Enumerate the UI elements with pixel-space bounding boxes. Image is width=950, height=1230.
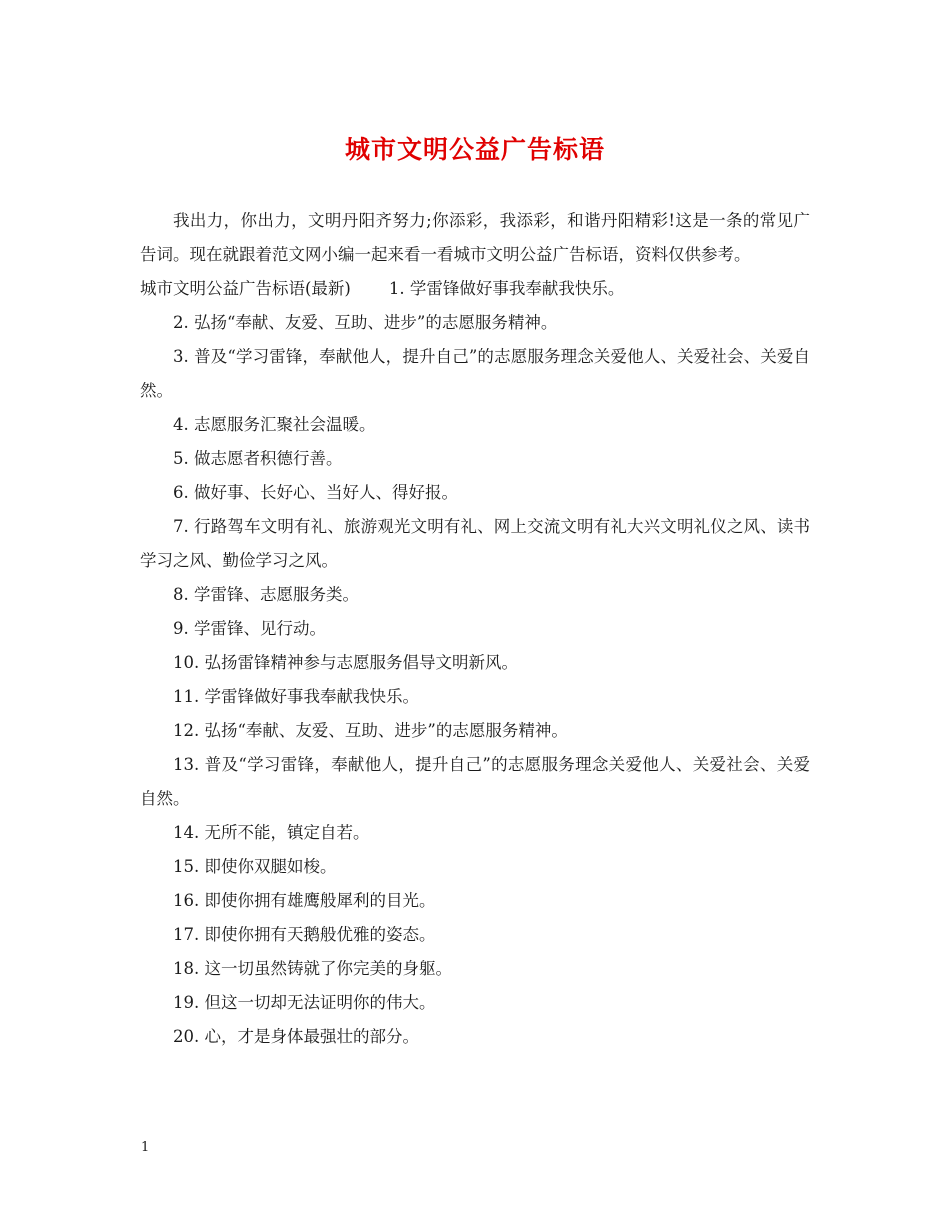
document-title: 城市文明公益广告标语: [344, 135, 605, 164]
list-item: 6. 做好事、长好心、当好人、得好报。: [173, 483, 458, 502]
document-body: [140, 204, 810, 1054]
list-item: 11. 学雷锋做好事我奉献我快乐。: [173, 687, 419, 706]
list-item: 9. 学雷锋、见行动。: [173, 619, 326, 638]
list-item: 10. 弘扬雷锋精神参与志愿服务倡导文明新风。: [173, 653, 518, 672]
page-number: 1: [141, 1140, 150, 1155]
list-item: 18. 这一切虽然铸就了你完美的身躯。: [173, 959, 452, 978]
list-item: 5. 做志愿者积德行善。: [173, 449, 343, 468]
list-item: 13. 普及“学习雷锋，奉献他人，提升自己”的志愿服务理念关爱他人、关爱社会、关爱自然。: [140, 755, 810, 808]
list-item: 3. 普及“学习雷锋，奉献他人，提升自己”的志愿服务理念关爱他人、关爱社会、关爱自然。: [140, 347, 810, 400]
section-heading-line: [140, 272, 810, 306]
list-item: 16. 即使你拥有雄鹰般犀利的目光。: [173, 891, 436, 910]
list-item: 4. 志愿服务汇聚社会温暖。: [173, 415, 376, 434]
list-item: 15. 即使你双腿如梭。: [173, 857, 337, 876]
list-item: 12. 弘扬“奉献、友爱、互助、进步”的志愿服务精神。: [173, 721, 568, 740]
list-item: 17. 即使你拥有天鹅般优雅的姿态。: [173, 925, 436, 944]
section-heading: 城市文明公益广告标语(最新): [140, 279, 351, 298]
list-item: 1. 学雷锋做好事我奉献我快乐。: [388, 279, 625, 298]
list-item: 2. 弘扬“奉献、友爱、互助、进步”的志愿服务精神。: [173, 313, 558, 332]
list-item: 20. 心，才是身体最强壮的部分。: [173, 1027, 419, 1046]
slogan-list: [140, 306, 810, 1054]
list-item: 14. 无所不能，镇定自若。: [173, 823, 370, 842]
intro-paragraph: 我出力，你出力，文明丹阳齐努力;你添彩，我添彩，和谐丹阳精彩!这是一条的常见广告词。现在就跟着范文网小编一起来看一看城市文明公益广告标语，资料仅供参考。: [140, 211, 810, 264]
list-item: 8. 学雷锋、志愿服务类。: [173, 585, 359, 604]
list-item: 7. 行路驾车文明有礼、旅游观光文明有礼、网上交流文明有礼大兴文明礼仪之风、读书学习之风、勤俭学习之风。: [140, 517, 810, 570]
list-item: 19. 但这一切却无法证明你的伟大。: [173, 993, 436, 1012]
